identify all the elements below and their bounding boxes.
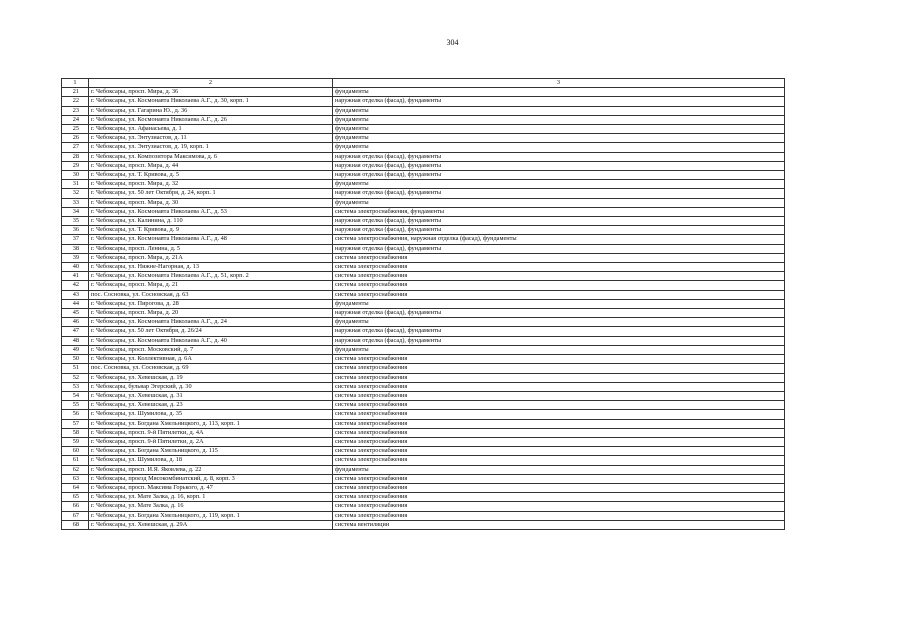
address-cell: г. Чебоксары, проезд Мясокомбинатский, д. 8, корп. 3 — [89, 474, 333, 483]
table-row — [62, 401, 785, 410]
address-cell: г. Чебоксары, ул. Шумилова, д. 18 — [89, 456, 333, 465]
row-number-cell: 40 — [62, 263, 89, 272]
address-cell: г. Чебоксары, ул. Космонавта Николаева А.Г., д. 26 — [89, 115, 333, 124]
address-cell: г. Чебоксары, ул. Космонавта Николаева А.Г., д. 40 — [89, 336, 333, 345]
address-cell: г. Чебоксары, ул. Энтузиастов, д. 11 — [89, 134, 333, 143]
table-row — [62, 180, 785, 189]
row-number-cell: 48 — [62, 336, 89, 345]
table-row — [62, 143, 785, 152]
row-number-cell: 58 — [62, 428, 89, 437]
address-cell: г. Чебоксары, просп. Мира, д. 30 — [89, 198, 333, 207]
row-number-cell: 35 — [62, 217, 89, 226]
table-row — [62, 382, 785, 391]
work-type-cell: наружная отделка (фасад), фундаменты — [333, 244, 785, 253]
work-type-cell: фундаменты — [333, 318, 785, 327]
work-type-cell: фундаменты — [333, 125, 785, 134]
address-cell: г. Чебоксары, ул. Космонавта Николаева А.Г., д. 24 — [89, 318, 333, 327]
address-cell: г. Чебоксары, ул. Т. Кривова, д. 9 — [89, 226, 333, 235]
address-table — [61, 78, 785, 530]
address-cell: г. Чебоксары, ул. 50 лет Октября, д. 26/24 — [89, 327, 333, 336]
table-row — [62, 474, 785, 483]
table-row — [62, 189, 785, 198]
row-number-cell: 26 — [62, 134, 89, 143]
address-cell: г. Чебоксары, просп. Мира, д. 21 — [89, 281, 333, 290]
row-number-cell: 53 — [62, 382, 89, 391]
row-number-cell: 47 — [62, 327, 89, 336]
address-cell: г. Чебоксары, просп. Мира, д. 21А — [89, 253, 333, 262]
work-type-cell: система электроснабжения — [333, 401, 785, 410]
table-row — [62, 511, 785, 520]
address-cell: г. Чебоксары, ул. Энтузиастов, д. 19, корп. 1 — [89, 143, 333, 152]
work-type-cell: система вентиляции — [333, 520, 785, 529]
address-cell: г. Чебоксары, ул. Калинина, д. 110 — [89, 217, 333, 226]
table-row — [62, 410, 785, 419]
table-row — [62, 456, 785, 465]
work-type-cell: фундаменты — [333, 88, 785, 97]
table-row — [62, 520, 785, 529]
work-type-cell: система электроснабжения — [333, 483, 785, 492]
address-cell: г. Чебоксары, ул. Афанасьева, д. 1 — [89, 125, 333, 134]
row-number-cell: 24 — [62, 115, 89, 124]
address-cell: г. Чебоксары, ул. Богдана Хмельницкого, д. 113, корп. 1 — [89, 419, 333, 428]
table-row — [62, 115, 785, 124]
work-type-cell: наружная отделка (фасад), фундаменты — [333, 161, 785, 170]
row-number-cell: 68 — [62, 520, 89, 529]
table-row — [62, 263, 785, 272]
work-type-cell: наружная отделка (фасад), фундаменты — [333, 97, 785, 106]
work-type-cell: система электроснабжения — [333, 502, 785, 511]
row-number-cell: 56 — [62, 410, 89, 419]
row-number-cell: 60 — [62, 447, 89, 456]
row-number-cell: 66 — [62, 502, 89, 511]
address-cell: г. Чебоксары, ул. Хевешская, д. 19 — [89, 373, 333, 382]
table-row — [62, 125, 785, 134]
row-number-cell: 39 — [62, 253, 89, 262]
address-cell: г. Чебоксары, ул. Шумилова, д. 35 — [89, 410, 333, 419]
work-type-cell: фундаменты — [333, 115, 785, 124]
row-number-cell: 23 — [62, 106, 89, 115]
table-row — [62, 465, 785, 474]
address-cell: г. Чебоксары, просп. Мира, д. 36 — [89, 88, 333, 97]
work-type-cell: система электроснабжения — [333, 437, 785, 446]
table-row — [62, 299, 785, 308]
row-number-cell: 49 — [62, 345, 89, 354]
address-cell: г. Чебоксары, ул. Космонавта Николаева А.Г., д. 51, корп. 2 — [89, 272, 333, 281]
address-cell: г. Чебоксары, ул. 50 лет Октября, д. 24, корп. 1 — [89, 189, 333, 198]
table-row — [62, 253, 785, 262]
address-cell: г. Чебоксары, ул. Нижне-Нагорная, д. 13 — [89, 263, 333, 272]
row-number-cell: 46 — [62, 318, 89, 327]
row-number-cell: 61 — [62, 456, 89, 465]
row-number-cell: 22 — [62, 97, 89, 106]
address-cell: г. Чебоксары, ул. Т. Кривова, д. 5 — [89, 171, 333, 180]
row-number-cell: 43 — [62, 290, 89, 299]
work-type-cell: система электроснабжения — [333, 493, 785, 502]
table-row — [62, 318, 785, 327]
work-type-cell: система электроснабжения — [333, 410, 785, 419]
table-row — [62, 97, 785, 106]
work-type-cell: фундаменты — [333, 198, 785, 207]
row-number-cell: 52 — [62, 373, 89, 382]
row-number-cell: 51 — [62, 364, 89, 373]
work-type-cell: система электроснабжения — [333, 511, 785, 520]
address-cell: г. Чебоксары, ул. Композитора Максимова, д. 6 — [89, 152, 333, 161]
address-cell: г. Чебоксары, просп. 9-й Пятилетки, д. 2А — [89, 437, 333, 446]
table-row — [62, 447, 785, 456]
work-type-cell: наружная отделка (фасад), фундаменты — [333, 217, 785, 226]
table-row — [62, 437, 785, 446]
address-cell: г. Чебоксары, ул. Богдана Хмельницкого, д. 115 — [89, 447, 333, 456]
work-type-cell: система электроснабжения — [333, 456, 785, 465]
table-row — [62, 207, 785, 216]
address-cell: г. Чебоксары, просп. Мира, д. 44 — [89, 161, 333, 170]
table-row — [62, 355, 785, 364]
table-row — [62, 428, 785, 437]
work-type-cell: система электроснабжения — [333, 272, 785, 281]
table-row — [62, 502, 785, 511]
table-row — [62, 198, 785, 207]
table-row — [62, 235, 785, 244]
address-cell: г. Чебоксары, ул. Мате Залка, д. 16 — [89, 502, 333, 511]
address-cell: г. Чебоксары, ул. Богдана Хмельницкого, д. 119, корп. 1 — [89, 511, 333, 520]
address-cell: г. Чебоксары, просп. Мира, д. 32 — [89, 180, 333, 189]
work-type-cell: система электроснабжения — [333, 263, 785, 272]
work-type-cell: система электроснабжения — [333, 253, 785, 262]
work-type-cell: система электроснабжения — [333, 447, 785, 456]
work-type-cell: фундаменты — [333, 299, 785, 308]
row-number-cell: 27 — [62, 143, 89, 152]
row-number-cell: 41 — [62, 272, 89, 281]
address-cell: г. Чебоксары, ул. Мате Залка, д. 16, корп. 1 — [89, 493, 333, 502]
table-row — [62, 106, 785, 115]
work-type-cell: система электроснабжения — [333, 364, 785, 373]
address-cell: г. Чебоксары, ул. Хевешская, д. 23 — [89, 401, 333, 410]
work-type-cell: система электроснабжения — [333, 391, 785, 400]
work-type-cell: наружная отделка (фасад), фундаменты — [333, 189, 785, 198]
row-number-cell: 50 — [62, 355, 89, 364]
work-type-cell: наружная отделка (фасад), фундаменты — [333, 336, 785, 345]
row-number-cell: 64 — [62, 483, 89, 492]
row-number-cell: 65 — [62, 493, 89, 502]
work-type-cell: наружная отделка (фасад), фундаменты — [333, 152, 785, 161]
row-number-cell: 28 — [62, 152, 89, 161]
table-row — [62, 171, 785, 180]
table-row — [62, 272, 785, 281]
table-row — [62, 493, 785, 502]
work-type-cell: наружная отделка (фасад), фундаменты — [333, 171, 785, 180]
address-cell: г. Чебоксары, просп. Ленина, д. 5 — [89, 244, 333, 253]
row-number-cell: 33 — [62, 198, 89, 207]
address-cell: г. Чебоксары, просп. Максима Горького, д. 47 — [89, 483, 333, 492]
row-number-cell: 44 — [62, 299, 89, 308]
address-cell: пос. Сосновка, ул. Сосновская, д. 69 — [89, 364, 333, 373]
table-row — [62, 391, 785, 400]
table-row — [62, 290, 785, 299]
row-number-cell: 57 — [62, 419, 89, 428]
row-number-cell: 32 — [62, 189, 89, 198]
row-number-cell: 55 — [62, 401, 89, 410]
table-header-row — [62, 79, 785, 88]
table-row — [62, 134, 785, 143]
address-cell: г. Чебоксары, просп. 9-й Пятилетки, д. 4А — [89, 428, 333, 437]
work-type-cell: система электроснабжения — [333, 474, 785, 483]
work-type-cell: наружная отделка (фасад), фундаменты — [333, 327, 785, 336]
address-cell: пос. Сосновка, ул. Сосновская, д. 63 — [89, 290, 333, 299]
table-row — [62, 309, 785, 318]
work-type-cell: фундаменты — [333, 345, 785, 354]
address-cell: г. Чебоксары, ул. Хевешская, д. 31 — [89, 391, 333, 400]
address-cell: г. Чебоксары, ул. Пирогова, д. 28 — [89, 299, 333, 308]
address-cell: г. Чебоксары, ул. Космонавта Николаева А.Г., д. 30, корп. 1 — [89, 97, 333, 106]
table-row — [62, 336, 785, 345]
header-col-1: 1 — [62, 79, 89, 88]
row-number-cell: 29 — [62, 161, 89, 170]
table-row — [62, 152, 785, 161]
row-number-cell: 62 — [62, 465, 89, 474]
table-body — [62, 79, 785, 530]
row-number-cell: 59 — [62, 437, 89, 446]
address-cell: г. Чебоксары, бульвар Эгерский, д. 30 — [89, 382, 333, 391]
table-row — [62, 217, 785, 226]
table-row — [62, 419, 785, 428]
work-type-cell: система электроснабжения, наружная отделка (фасад), фундаменты — [333, 235, 785, 244]
address-cell: г. Чебоксары, просп. Мира, д. 20 — [89, 309, 333, 318]
table-row — [62, 373, 785, 382]
row-number-cell: 38 — [62, 244, 89, 253]
work-type-cell: система электроснабжения — [333, 428, 785, 437]
work-type-cell: система электроснабжения — [333, 373, 785, 382]
row-number-cell: 67 — [62, 511, 89, 520]
row-number-cell: 34 — [62, 207, 89, 216]
table-row — [62, 161, 785, 170]
table-row — [62, 364, 785, 373]
work-type-cell: система электроснабжения — [333, 290, 785, 299]
work-type-cell: фундаменты — [333, 465, 785, 474]
page-number: 304 — [446, 38, 459, 47]
row-number-cell: 36 — [62, 226, 89, 235]
work-type-cell: фундаменты — [333, 143, 785, 152]
address-cell: г. Чебоксары, просп. И.Я. Яковлева, д. 22 — [89, 465, 333, 474]
row-number-cell: 37 — [62, 235, 89, 244]
header-col-3: 3 — [333, 79, 785, 88]
work-type-cell: фундаменты — [333, 134, 785, 143]
row-number-cell: 42 — [62, 281, 89, 290]
table-row — [62, 345, 785, 354]
row-number-cell: 63 — [62, 474, 89, 483]
address-cell: г. Чебоксары, просп. Московский, д. 7 — [89, 345, 333, 354]
header-col-2: 2 — [89, 79, 333, 88]
address-cell: г. Чебоксары, ул. Коллективная, д. 6А — [89, 355, 333, 364]
work-type-cell: фундаменты — [333, 180, 785, 189]
row-number-cell: 30 — [62, 171, 89, 180]
address-cell: г. Чебоксары, ул. Гагарина Ю., д. 36 — [89, 106, 333, 115]
work-type-cell: система электроснабжения — [333, 355, 785, 364]
table-row — [62, 483, 785, 492]
work-type-cell: фундаменты — [333, 106, 785, 115]
table-row — [62, 281, 785, 290]
table-row — [62, 226, 785, 235]
work-type-cell: наружная отделка (фасад), фундаменты — [333, 226, 785, 235]
row-number-cell: 45 — [62, 309, 89, 318]
address-cell: г. Чебоксары, ул. Космонавта Николаева А.Г., д. 53 — [89, 207, 333, 216]
row-number-cell: 31 — [62, 180, 89, 189]
row-number-cell: 25 — [62, 125, 89, 134]
work-type-cell: система электроснабжения — [333, 281, 785, 290]
work-type-cell: система электроснабжения — [333, 382, 785, 391]
work-type-cell: наружная отделка (фасад), фундаменты — [333, 309, 785, 318]
table-row — [62, 88, 785, 97]
row-number-cell: 21 — [62, 88, 89, 97]
table-row — [62, 327, 785, 336]
address-cell: г. Чебоксары, ул. Космонавта Николаева А.Г., д. 48 — [89, 235, 333, 244]
table-row — [62, 244, 785, 253]
work-type-cell: система электроснабжения, фундаменты — [333, 207, 785, 216]
work-type-cell: система электроснабжения — [333, 419, 785, 428]
address-cell: г. Чебоксары, ул. Хевешская, д. 29А — [89, 520, 333, 529]
row-number-cell: 54 — [62, 391, 89, 400]
